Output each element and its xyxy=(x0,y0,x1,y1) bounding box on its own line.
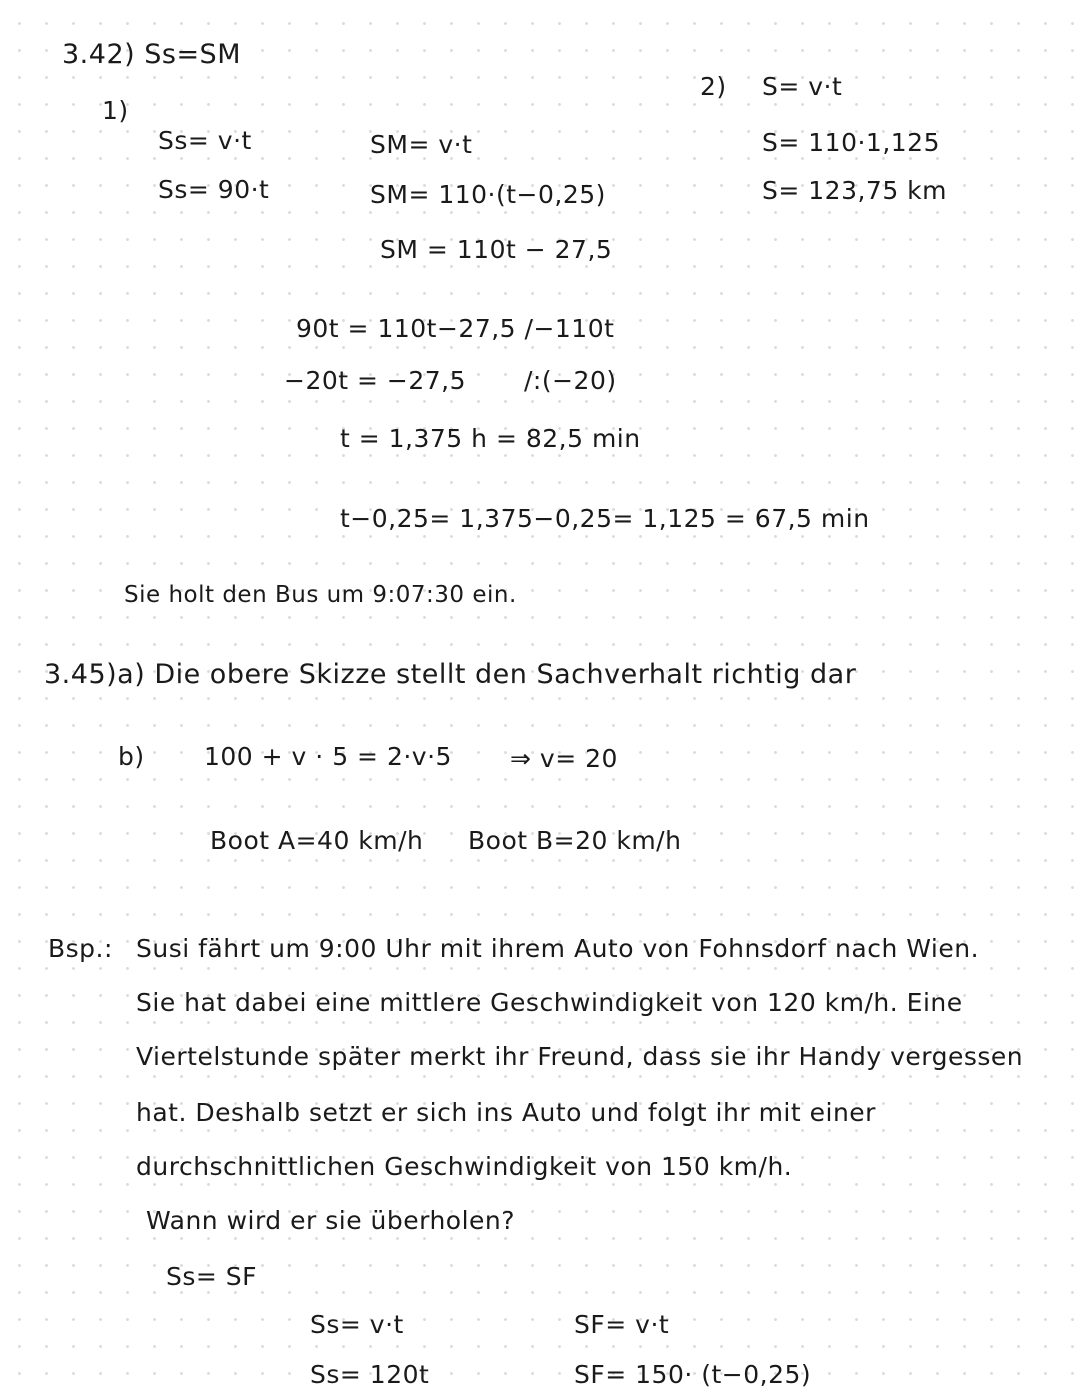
part-2-label: 2) xyxy=(700,72,727,101)
solve-step-1: 90t = 110t−27,5 /−110t xyxy=(296,314,615,343)
boat-a-speed: Boot A=40 km/h xyxy=(210,826,424,855)
boat-b-speed: Boot B=20 km/h xyxy=(468,826,682,855)
example-text-line-4: hat. Deshalb setzt er sich ins Auto und folgt ihr mit einer xyxy=(136,1098,876,1127)
example-text-line-5: durchschnittlichen Geschwindigkeit von 150 km/h. xyxy=(136,1152,793,1181)
ss-equation-2: Ss= 90·t xyxy=(158,175,270,204)
example-text-line-1: Susi fährt um 9:00 Uhr mit ihrem Auto von Fohnsdorf nach Wien. xyxy=(136,934,980,963)
answer-342: Sie holt den Bus um 9:07:30 ein. xyxy=(124,582,517,608)
part-1-label: 1) xyxy=(102,96,129,125)
time-calculation: t−0,25= 1,375−0,25= 1,125 = 67,5 min xyxy=(340,504,870,533)
solve-step-2-right: /:(−20) xyxy=(524,366,617,395)
example-question: Wann wird er sie überholen? xyxy=(146,1206,516,1235)
example-text-line-3: Viertelstunde später merkt ihr Freund, dass sie ihr Handy vergessen xyxy=(136,1042,1024,1071)
part-b-label: b) xyxy=(118,742,145,771)
example-text-line-2: Sie hat dabei eine mittlere Geschwindigkeit von 120 km/h. Eine xyxy=(136,988,963,1017)
sm-equation-1: SM= v·t xyxy=(370,130,473,159)
example-sf-equation-1: SF= v·t xyxy=(574,1310,670,1339)
example-equation-main: Ss= SF xyxy=(166,1262,258,1291)
example-ss-equation-2: Ss= 120t xyxy=(310,1360,430,1389)
example-sf-equation-2: SF= 150· (t−0,25) xyxy=(574,1360,812,1389)
solve-step-2-left: −20t = −27,5 xyxy=(284,366,467,395)
sm-equation-2: SM= 110·(t−0,25) xyxy=(370,180,606,209)
example-ss-equation-1: Ss= v·t xyxy=(310,1310,404,1339)
s-equation-3: S= 123,75 km xyxy=(762,176,948,205)
example-label: Bsp.: xyxy=(48,934,113,963)
exercise-342-header: 3.42) Ss=SM xyxy=(62,39,241,70)
sm-equation-3: SM = 110t − 27,5 xyxy=(380,235,613,264)
exercise-345-a: 3.45)a) Die obere Skizze stellt den Sachverhalt richtig dar xyxy=(44,659,857,690)
s-equation-2: S= 110·1,125 xyxy=(762,128,940,157)
part-b-result: ⇒ v= 20 xyxy=(510,744,618,773)
ss-equation-1: Ss= v·t xyxy=(158,126,252,155)
part-b-equation: 100 + v · 5 = 2·v·5 xyxy=(204,742,452,771)
s-equation-1: S= v·t xyxy=(762,72,843,101)
solve-step-3: t = 1,375 h = 82,5 min xyxy=(340,424,641,453)
